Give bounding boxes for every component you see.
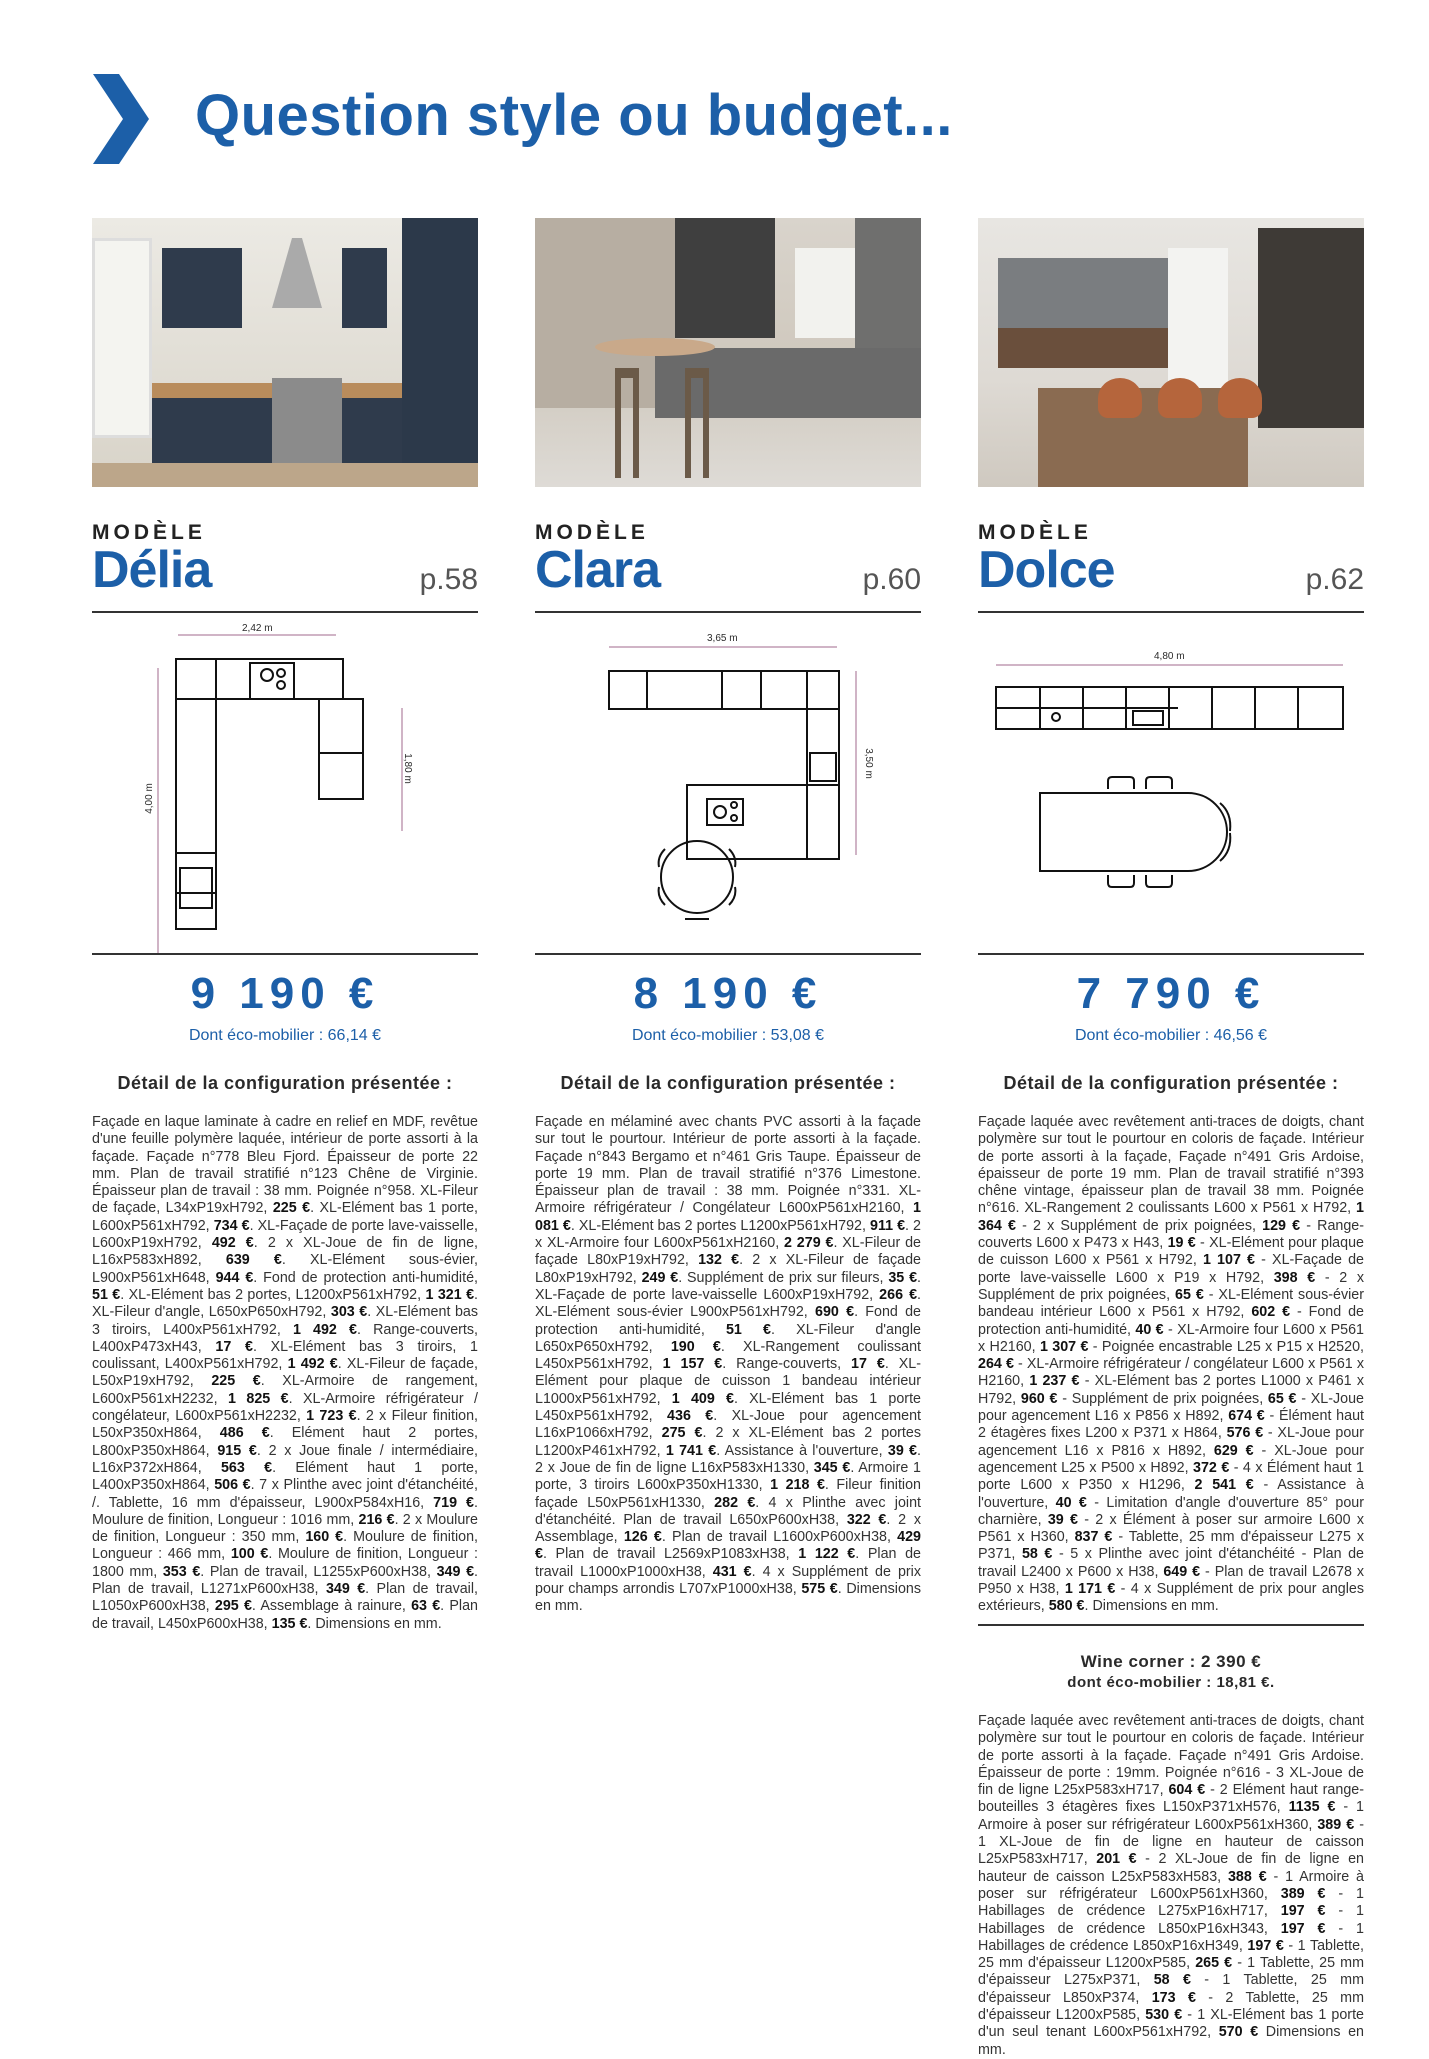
model-name: Délia	[92, 541, 212, 599]
detail-text: Façade en laque laminate à cadre en relief en MDF, revêtue d'une feuille polymère laquée, intérieur de porte assorti à la façade. Façade n°778 Bleu Fjord. Épaisseur de porte 22 mm. Plan de travail stratifié n°123 Chêne de Virginie. Épaisseur plan de travail : 38 mm. Poignée n°958. XL-Fileur de façade, L34xP19xH792, 225 €. XL-Elément bas 1 porte, L600xP561xH792, 734 €. XL-Façade de porte lave-vaisselle, L600xP19xH792, 492 €. 2 x XL-Joue de fin de ligne, L16xP583xH892, 639 €. XL-Elément sous-évier, L900xP561xH648, 944 €. Fond de protection anti-humidité, 51 €. XL-Elément bas 2 portes, L1200xP561xH792, 1 321 €. XL-Fileur d'angle, L650xP650xH792, 303 €. XL-Elément bas 3 tiroirs, L400xP561xH792, 1 492 €. Range-couverts, L400xP473xH43, 17 €. XL-Elément bas 3 tiroirs, 1 coulissant, L400xP561xH792, 1 492 €. XL-Fileur de façade, L50xP19xH792, 225 €. XL-Armoire de rangement, L600xP561xH2232, 1 825 €. XL-Armoire réfrigérateur / congélateur, L600xP561xH2232, 1 723 €. 2 x Fileur finition, L50xP350xH864, 486 €. Elément haut 2 portes, L800xP350xH864, 915 €. 2 x Joue finale / intermédiaire, L16xP372xH864, 563 €. Elément haut 1 porte, L400xP350xH864, 506 €. 7 x Plinthe avec joint d'étanchéité, /. Tablette, 16 mm d'épaisseur, L900xP584xH16, 719 €. Moulure de finition, Longueur : 1016 mm, 216 €. 2 x Moulure de finition, Longueur : 350 mm, 160 €. Moulure de finition, Longueur : 466 mm, 100 €. Moulure de finition, Longueur : 1800 mm, 353 €. Plan de travail, L1255xP600xH38, 349 €. Plan de travail, L1271xP600xH38, 349 €. Plan de travail, L1050xP600xH38, 295 €. Assemblage à rainure, 63 €. Plan de travail, L450xP600xH38, 135 €. Dimensions en mm.	[92, 1114, 479, 1632]
divider	[978, 953, 1364, 955]
model-label: MODÈLE	[92, 521, 206, 544]
chevron-icon	[93, 74, 149, 164]
price: 7 790 €	[1076, 969, 1266, 1018]
detail-heading: Détail de la configuration présentée :	[560, 1073, 896, 1093]
eco-mobilier: Dont éco-mobilier : 66,14 €	[188, 1027, 382, 1044]
page-ref-link[interactable]: p.62	[1305, 563, 1364, 596]
model-label: MODÈLE	[535, 521, 649, 544]
wine-corner-detail: Façade laquée avec revêtement anti-traces de doigts, chant polymère sur tout le pourtour en coloris de façade. Intérieur de porte assorti à la façade. Façade n°491 Gris Ardoise. Épaisseur de porte : 19mm. Poignée n°616 - 3 XL-Joue de fin de ligne L25xP583xH717, 604 € - 2 Elément haut range-bouteilles 3 étagères fixes L150xP371xH576, 1135 € - 1 Armoire à poser sur réfrigérateur L600xP561xH360, 389 € - 1 XL-Joue de fin de ligne en hauteur de caisson L25xP583xH717, 201 € - 2 XL-Joue de fin de ligne en hauteur de caisson L25xP583xH583, 388 € - 1 Armoire à poser sur réfrigérateur L600xP561xH360, 389 € - 1 Habillages de crédence L275xP16xH717, 197 € - 1 Habillages de crédence L850xP16xH343, 197 € - 1 Habillages de crédence L850xP16xH349, 197 € - 1 Tablette, 25 mm d'épaisseur L1200xP585, 265 € - 1 Tablette, 25 mm d'épaisseur L275xP371, 58 € - 1 Tablette, 25 mm d'épaisseur L850xP374, 173 € - 2 Tablette, 25 mm d'épaisseur L1200xP585, 530 € - 1 XL-Elément bas 1 porte d'un seul tenant L600xP561xH792, 570 € Dimensions en mm.	[978, 1713, 1365, 2058]
price: 9 190 €	[190, 969, 380, 1018]
dimension-label: 3,65 m	[707, 633, 738, 644]
divider	[92, 953, 478, 955]
model-name: Clara	[535, 541, 661, 599]
kitchen-photo-dolce	[978, 218, 1364, 487]
model-dolce	[978, 218, 1364, 1616]
page-title: Question style ou budget...	[195, 83, 953, 148]
dimension-label: 3,50 m	[862, 748, 874, 779]
detail-heading: Détail de la configuration présentée :	[1003, 1073, 1339, 1093]
detail-text: Façade en mélaminé avec chants PVC assorti à la façade sur tout le pourtour. Intérieur de porte assorti à la façade. Façade n°843 Bergamo et n°461 Gris Taupe. Épaisseur de porte 19 mm. Plan de travail stratifié n°376 Limestone. Épaisseur plan de travail : 38 mm. Poignée n°331. XL-Armoire réfrigérateur / Congélateur L600xP561xH2160, 1 081 €. XL-Elément bas 2 portes L1200xP561xH792, 911 €. 2 x XL-Armoire four L600xP561xH2160, 2 279 €. XL-Fileur de façade L80xP19xH792, 132 €. 2 x XL-Fileur de façade L80xP19xH792, 249 €. Supplément de prix sur fileurs, 35 €. XL-Façade de porte lave-vaisselle L600xP19xH792, 266 €. XL-Elément sous-évier L900xP561xH792, 690 €. Fond de protection anti-humidité, 51 €. XL-Fileur d'angle L650xP650xH792, 190 €. XL-Rangement coulissant L450xP561xH792, 1 157 €. Range-couverts, 17 €. XL-Elément pour plaque de cuisson 1 bandeau intérieur L1000xP561xH792, 1 409 €. XL-Elément bas 1 porte L450xP561xH792, 436 €. XL-Joue pour agencement L16xP1066xH792, 275 €. 2 x XL-Elément bas 2 portes L1200xP461xH792, 1 741 €. Assistance à l'ouverture, 39 €. 2 x Joue de fin de ligne L16xP583xH1330, 345 €. Armoire 1 porte, 3 tiroirs L600xP350xH1330, 1 218 €. Fileur finition façade L50xP561xH1330, 282 €. 4 x Plinthe avec joint d'étanchéité. Plan de travail L650xP600xH38, 322 €. 2 x Assemblage, 126 €. Plan de travail L1600xP600xH38, 429 €. Plan de travail L2569xP1083xH38, 1 122 €. Plan de travail L1000xP1000xH38, 431 €. 4 x Supplément de prix pour champs arrondis L707xP1000xH38, 575 €. Dimensions en mm.	[535, 1114, 922, 1615]
wine-corner-eco: dont éco-mobilier : 18,81 €.	[1067, 1674, 1275, 1691]
model-label: MODÈLE	[978, 521, 1092, 544]
dimension-label: 4,00 m	[143, 783, 155, 814]
price: 8 190 €	[633, 969, 823, 1018]
floor-plan-dolce	[978, 613, 1364, 953]
dimension-label: 1,80 m	[401, 753, 413, 784]
model-clara	[535, 218, 921, 1616]
detail-heading: Détail de la configuration présentée :	[117, 1073, 453, 1093]
kitchen-photo-clara	[535, 218, 921, 487]
page-ref-link[interactable]: p.58	[419, 563, 478, 596]
detail-text: Façade laquée avec revêtement anti-traces de doigts, chant polymère sur tout le pourtour en coloris de façade. Intérieur de porte assorti à la façade, Façade n°491 Gris Ardoise, épaisseur de porte 19 mm. Plan de travail stratifié n°393 chêne vintage, épaisseur plan de travail 38 mm. Poignée n°616. XL-Rangement 2 coulissants L600 x P561 x H792, 1 364 € - 2 x Supplément de prix poignées, 129 € - Range-couverts L600 x P473 x H43, 19 € - XL-Elément pour plaque de cuisson L600 x P561 x H792, 1 107 € - XL-Façade de porte lave-vaisselle L600 x P19 x H792, 398 € - 2 x Supplément de prix poignées, 65 € - XL-Elément sous-évier bandeau intérieur L600 x P561 x H792, 602 € - Fond de protection anti-humidité, 40 € - XL-Armoire four L600 x P561 x H2160, 1 307 € - Poignée encastrable L25 x P15 x H2520, 264 € - XL-Armoire réfrigérateur / congélateur L600 x P561 x H2160, 1 237 € - XL-Elément bas 2 portes L1000 x P461 x H792, 960 € - Supplément de prix poignées, 65 € - XL-Joue pour agencement L16 x P856 x H892, 674 € - Élément haut 2 étagères fixes L200 x P371 x H864, 576 € - XL-Joue pour agencement L16 x P816 x H892, 629 € - XL-Joue pour agencement L25 x P500 x H892, 372 € - 4 x Élément haut 1 porte L600 x P350 x H1296, 2 541 € - Assistance à l'ouverture, 40 € - Limitation d'angle d'ouverture 85° pour charnière, 39 € - 2 x Élément à poser sur armoire L600 x P561 x H360, 837 € - Tablette, 25 mm d'épaisseur L275 x P371, 58 € - 5 x Plinthe avec joint d'étanchéité - Plan de travail L2400 x P600 x H38, 649 € - Plan de travail L2678 x P950 x H38, 1 171 € - 4 x Supplément de prix pour angles extérieurs, 580 €. Dimensions en mm.	[978, 1114, 1365, 1615]
wine-corner	[978, 1624, 1364, 2059]
dimension-label: 2,42 m	[242, 623, 273, 634]
divider	[535, 953, 921, 955]
dimension-label: 4,80 m	[1154, 651, 1185, 662]
divider	[978, 1624, 1364, 1626]
eco-mobilier: Dont éco-mobilier : 46,56 €	[1074, 1027, 1268, 1044]
wine-corner-title: Wine corner : 2 390 €	[1080, 1652, 1262, 1671]
kitchen-photo-delia	[92, 218, 478, 487]
model-delia	[92, 218, 478, 1633]
page-ref-link[interactable]: p.60	[862, 563, 921, 596]
floor-plan-clara	[535, 613, 921, 953]
eco-mobilier: Dont éco-mobilier : 53,08 €	[631, 1027, 825, 1044]
model-name: Dolce	[978, 541, 1115, 599]
floor-plan-delia	[92, 613, 478, 953]
